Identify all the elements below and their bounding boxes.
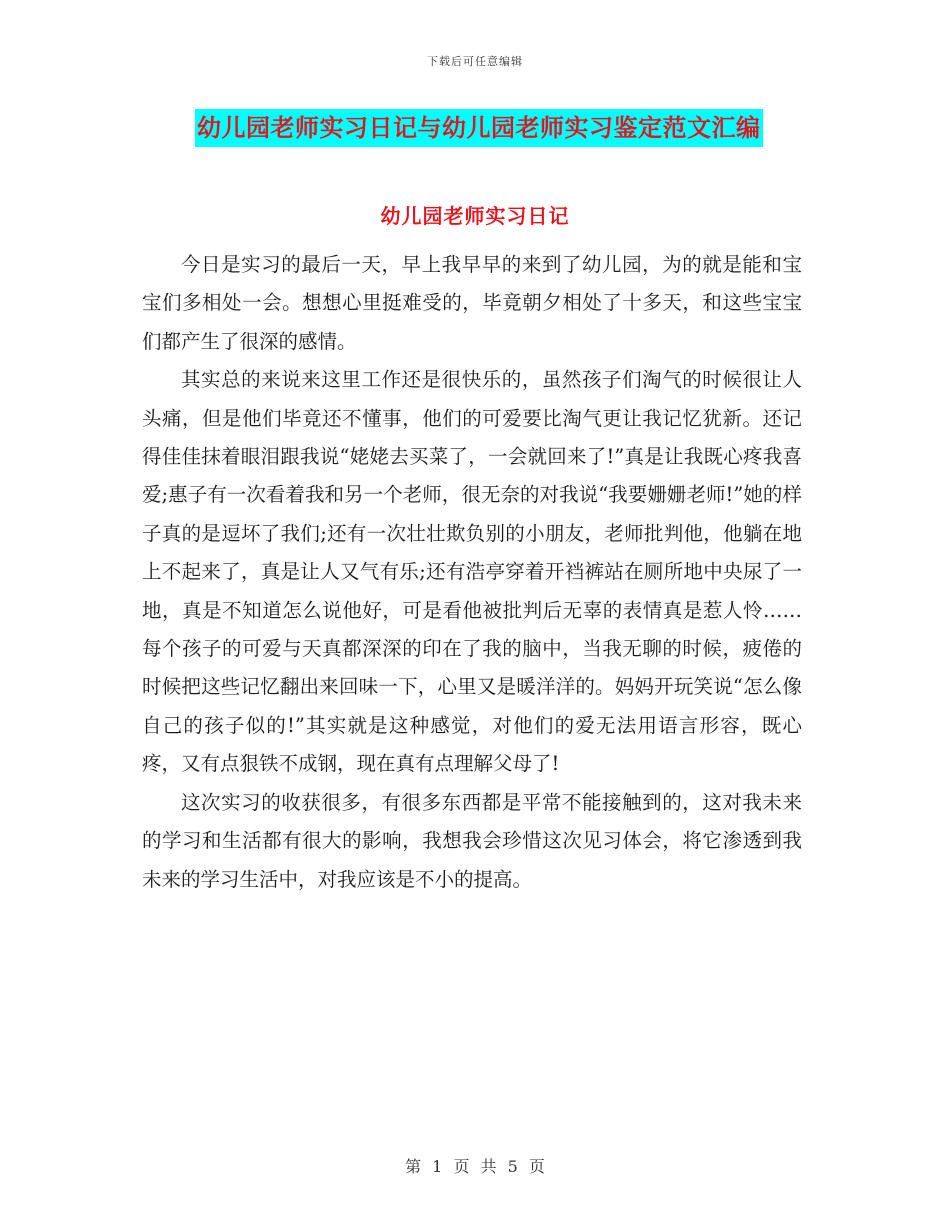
body-paragraph: 这次实习的收获很多，有很多东西都是平常不能接触到的，这对我未来的学习和生活都有很大的影响，我想我会珍惜这次见习体会，将它渗透到我未来的学习生活中，对我应该是不小的提高。 bbox=[142, 790, 802, 891]
body-paragraph: 今日是实习的最后一天，早上我早早的来到了幼儿园，为的就是能和宝宝们多相处一会。想想心里挺难受的，毕竟朝夕相处了十多天，和这些宝宝们都产生了很深的感情。 bbox=[142, 253, 802, 353]
section-title: 幼儿园老师实习日记 bbox=[380, 204, 570, 228]
page-number: 第 1 页 共 5 页 bbox=[405, 1157, 545, 1176]
document-title: 幼儿园老师实习日记与幼儿园老师实习鉴定范文汇编 bbox=[195, 109, 763, 147]
document-body bbox=[142, 246, 802, 899]
page-header-note: 下载后可任意编辑 bbox=[427, 55, 523, 68]
body-paragraph: 其实总的来说来这里工作还是很快乐的，虽然孩子们淘气的时候很让人头痛，但是他们毕竟还不懂事，他们的可爱要比淘气更让我记忆犹新。还记得佳佳抹着眼泪跟我说“姥姥去买菜了，一会就回来了!”真是让我既心疼我喜爱;惠子有一次看着我和另一个老师，很无奈的对我说“我要姗姗老师!”她的样子真的是逗坏了我们;还有一次壮壮欺负别的小朋友，老师批判他，他躺在地上不起来了，真是让人又气有乐;还有浩亭穿着开裆裤站在厕所地中央尿了一地，真是不知道怎么说他好，可是看他被批判后无辜的表情真是惹人怜……每个孩子的可爱与天真都深深的印在了我的脑中，当我无聊的时候，疲倦的时候把这些记忆翻出来回味一下，心里又是暖洋洋的。妈妈开玩笑说“怎么像自己的孩子似的!”其实就是这种感觉，对他们的爱无法用语言形容，既心疼，又有点狠铁不成钢，现在真有点理解父母了! bbox=[142, 368, 802, 776]
